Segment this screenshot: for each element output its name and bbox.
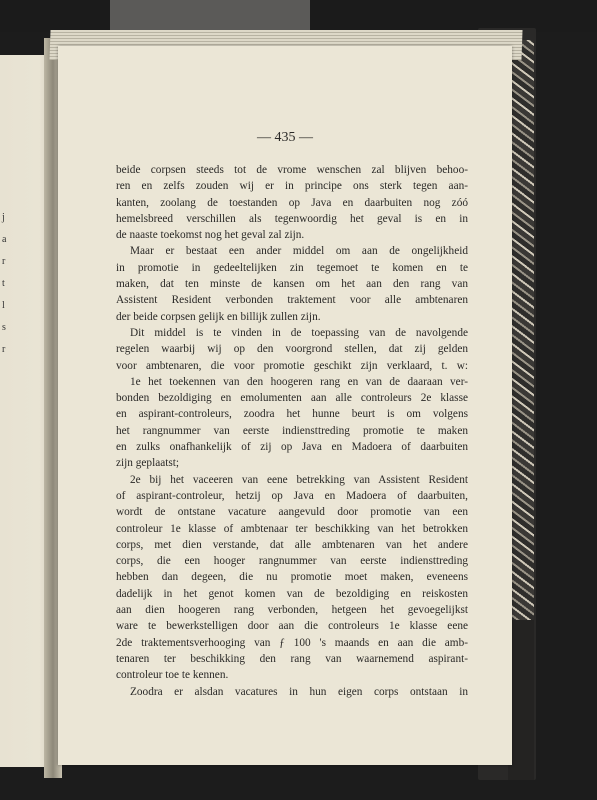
text-line: het rangnummer van eerste indiensttreding promotie te maken	[116, 424, 468, 437]
left-edge-letter: r	[2, 256, 6, 267]
text-line: controleur toe te kennen.	[116, 669, 229, 682]
background-strip	[110, 0, 310, 32]
text-line: corps, met dien verstande, dat alle ambtenaren van het andere	[116, 538, 468, 551]
left-edge-letter: a	[2, 234, 7, 245]
text-line: of aspirant-controleur, hetzij op Java en Madoera of daarbuiten,	[116, 489, 468, 502]
text-line: ware te bewerkstelligen door aan die controleurs 1e klasse eene	[116, 620, 468, 633]
text-line: 1e het toekennen van den hoogeren rang en van de daaraan ver-	[130, 375, 468, 388]
left-edge-letter: r	[2, 344, 6, 355]
text-line: Dit middel is te vinden in de toepassing van de navolgende	[130, 326, 468, 339]
body-text	[116, 162, 468, 700]
text-line: zijn geplaatst;	[116, 457, 180, 470]
text-line: voor ambtenaren, die voor promotie geschikt zijn verklaard, t. w:	[116, 359, 468, 372]
text-line: dadelijk in het genot komen van de bezoldiging en reiskosten	[116, 587, 468, 600]
text-line: corps, die een hooger rangnummer van eerste indiensttreding	[116, 555, 468, 568]
text-line: wordt de ontstane vacature aangevuld door promotie van een	[116, 506, 468, 519]
text-line: 2e bij het vaceeren van eene betrekking van Assistent Resident	[130, 473, 468, 486]
text-line: 2de traktementsverhooging van ƒ 100 's maands en aan die amb-	[116, 636, 468, 649]
text-line: kanten, zoolang de toestanden op Java en daarbuiten nog zóó	[116, 196, 468, 209]
text-line: tenaren ter beschikking den rang van waarnemend aspirant-	[116, 652, 468, 665]
text-line: regelen waarbij wij op den voorgrond stellen, dat zij gelden	[116, 343, 468, 356]
text-line: controleur 1e klasse of ambtenaar ter beschikking van het betrokken	[116, 522, 468, 535]
left-edge-letter: t	[2, 278, 5, 289]
text-line: en aspirant-controleurs, zoodra het hunne beurt is om volgens	[116, 408, 468, 421]
text-line: beide corpsen steeds tot de vrome wenschen zal blijven behoo-	[116, 164, 468, 176]
text-line: Assistent Resident verbonden traktement voor alle ambtenaren	[116, 294, 468, 307]
text-line: ren en zelfs zouden wij er in principe ons sterk tegen aan-	[116, 180, 468, 193]
text-line: bonden bezoldiging en emolumenten aan alle controleurs 2e klasse	[116, 392, 468, 405]
left-page-cut-off-text	[2, 207, 6, 361]
right-page	[58, 46, 512, 765]
left-edge-letter: l	[2, 300, 5, 311]
text-line: hemelsbreed verschillen als tegenwoordig het geval is en in	[116, 212, 468, 225]
text-line: de naaste toekomst nog het geval zal zijn.	[116, 229, 305, 242]
left-edge-letter: j	[2, 212, 5, 223]
text-line: maken, dat ten minste de kansen om het aan den rang van	[116, 278, 468, 291]
left-edge-letter: s	[2, 322, 6, 333]
text-line: Maar er bestaat een ander middel om aan de ongelijkheid	[130, 245, 468, 258]
text-line: Zoodra er alsdan vacatures in hun eigen corps ontstaan in	[130, 685, 468, 698]
text-line: in promotie in gedeeltelijken zin tegemoet te komen en te	[116, 261, 468, 274]
text-line: der beide corpsen gelijk en billijk zullen zijn.	[116, 310, 321, 323]
text-line: aan dien hoogeren rang verbonden, hetgeen het gevoegelijkst	[116, 604, 468, 617]
text-line: en zulks onafhankelijk of zij op Java en Madoera of daarbuiten	[116, 441, 468, 454]
page-number: — 435 —	[257, 130, 313, 145]
text-line: hebben dan degeen, die nu promotie moet maken, eveneens	[116, 571, 468, 584]
